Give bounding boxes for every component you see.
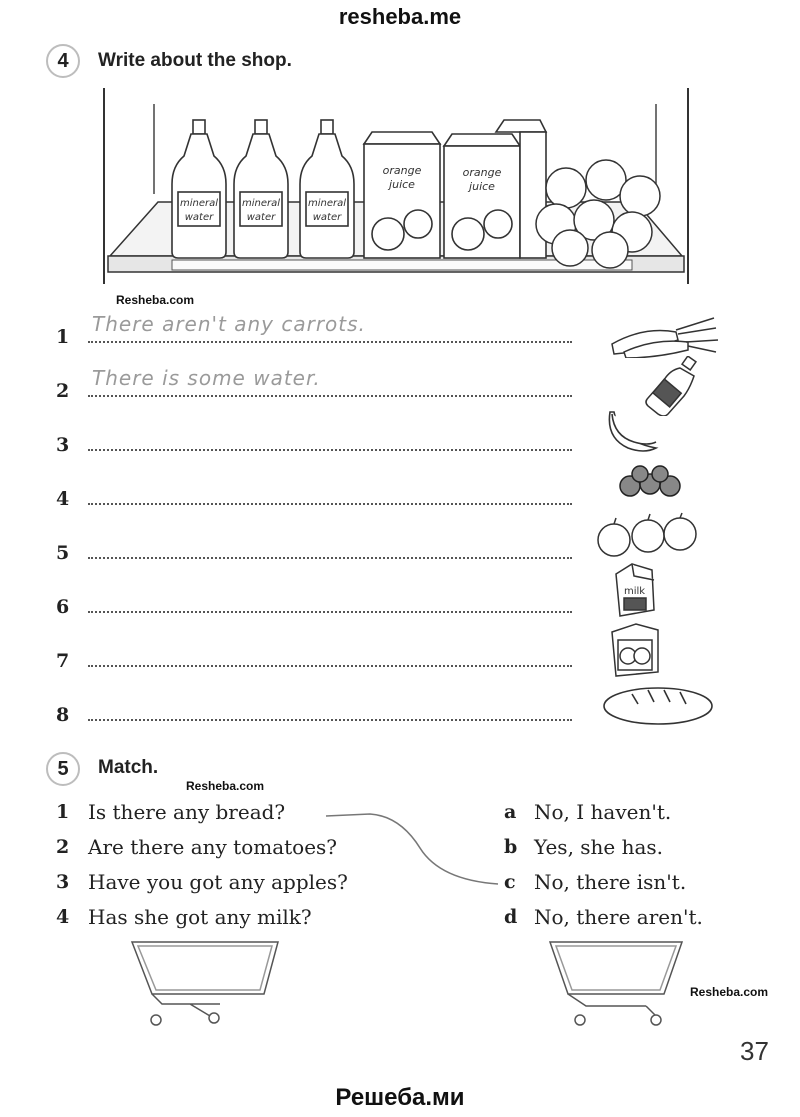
line-number-7: 7 — [56, 650, 70, 672]
exercise-5-title: Match. — [98, 757, 159, 778]
svg-text:mineral: mineral — [179, 198, 219, 209]
site-header: resheba.me — [338, 4, 462, 29]
watermark-2: Resheba.com — [186, 779, 265, 793]
svg-text:water: water — [184, 212, 214, 223]
site-footer: Решеба.ми — [335, 1084, 465, 1111]
answer-b[interactable]: Yes, she has. — [534, 835, 664, 859]
answer-line-1[interactable] — [88, 341, 572, 343]
answer-letter-d: d — [504, 906, 518, 928]
answer-2: There is some water. — [92, 366, 321, 390]
answer-letter-b: b — [504, 836, 518, 858]
page-number: 37 — [740, 1036, 769, 1066]
mineral-water-bottles — [172, 120, 354, 258]
svg-text:water: water — [312, 212, 342, 223]
orange-juice-carton-icon — [608, 620, 662, 678]
answer-c[interactable]: No, there isn't. — [534, 870, 687, 894]
carrots-icon — [604, 312, 720, 358]
question-number-3: 3 — [56, 871, 70, 893]
svg-text:orange: orange — [462, 166, 502, 179]
apples-icon — [596, 512, 700, 558]
question-2[interactable]: Are there any tomatoes? — [88, 835, 338, 859]
answer-line-2[interactable] — [88, 395, 572, 397]
line-number-8: 8 — [56, 704, 70, 726]
bananas-icon — [604, 408, 660, 456]
shopping-cart-right-icon — [546, 936, 686, 1028]
svg-text:juice: juice — [469, 180, 495, 193]
shop-shelf-illustration — [96, 84, 696, 290]
svg-text:orange: orange — [382, 164, 422, 177]
svg-text:milk: milk — [624, 586, 646, 597]
exercise-5-number: 5 — [46, 752, 80, 786]
answer-line-8[interactable] — [88, 719, 572, 721]
answer-letter-c: c — [504, 871, 516, 893]
exercise-4-title: Write about the shop. — [98, 50, 292, 71]
answer-1: There aren't any carrots. — [92, 312, 366, 336]
answer-line-5[interactable] — [88, 557, 572, 559]
svg-text:mineral: mineral — [307, 198, 347, 209]
question-3[interactable]: Have you got any apples? — [88, 870, 348, 894]
line-number-4: 4 — [56, 488, 70, 510]
answer-line-4[interactable] — [88, 503, 572, 505]
question-number-2: 2 — [56, 836, 70, 858]
watermark-3: Resheba.com — [690, 985, 769, 999]
answer-a[interactable]: No, I haven't. — [534, 800, 672, 824]
shopping-cart-left-icon — [130, 936, 280, 1028]
svg-text:water: water — [246, 212, 276, 223]
watermark-1: Resheba.com — [116, 293, 195, 307]
exercise-4-number: 4 — [46, 44, 80, 78]
question-4[interactable]: Has she got any milk? — [88, 905, 312, 929]
tomatoes-icon — [618, 464, 688, 500]
answer-d[interactable]: No, there aren't. — [534, 905, 703, 929]
answer-line-3[interactable] — [88, 449, 572, 451]
bread-loaf-icon — [602, 684, 716, 728]
svg-text:mineral: mineral — [241, 198, 281, 209]
answer-line-7[interactable] — [88, 665, 572, 667]
line-number-1: 1 — [56, 326, 70, 348]
line-number-2: 2 — [56, 380, 70, 402]
answer-letter-a: a — [504, 801, 517, 823]
question-number-4: 4 — [56, 906, 70, 928]
answer-line-6[interactable] — [88, 611, 572, 613]
svg-text:juice: juice — [389, 178, 415, 191]
line-number-5: 5 — [56, 542, 70, 564]
line-number-3: 3 — [56, 434, 70, 456]
question-number-1: 1 — [56, 801, 70, 823]
question-1[interactable]: Is there any bread? — [88, 800, 286, 824]
match-line-1-c — [320, 808, 500, 888]
orange-juice-cartons — [364, 120, 546, 258]
line-number-6: 6 — [56, 596, 70, 618]
water-bottle-icon — [640, 356, 704, 416]
milk-carton-icon — [610, 560, 660, 618]
